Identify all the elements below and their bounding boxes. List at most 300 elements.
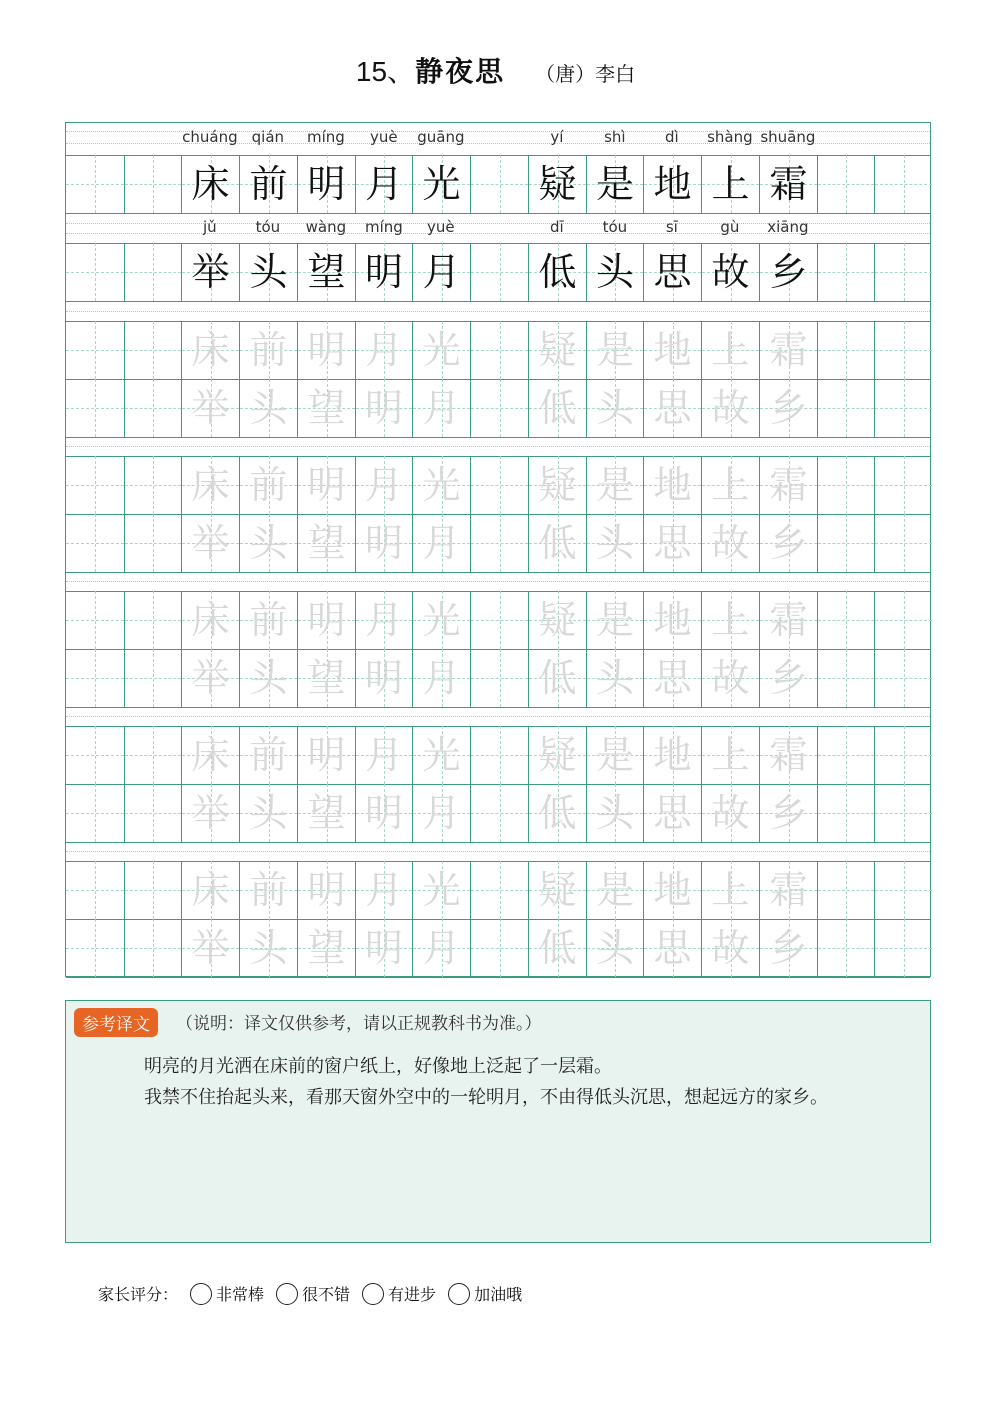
rating-label: 家长评分： — [98, 1285, 179, 1304]
practice0-row1-cell[interactable] — [817, 321, 874, 379]
practice3-row2-cell[interactable] — [181, 784, 239, 842]
practice1-row2-cell[interactable] — [817, 514, 874, 572]
practice1-row2-cell[interactable] — [643, 514, 701, 572]
practice0-row2-cell[interactable] — [528, 379, 586, 437]
practice2-row1-cell[interactable] — [586, 591, 643, 649]
trace-character: 疑 — [538, 868, 577, 912]
practice1-row1-cell[interactable] — [817, 456, 874, 514]
grid-line — [66, 842, 930, 843]
trace-character: 前 — [249, 733, 288, 777]
practice2-row1-cell[interactable] — [470, 591, 528, 649]
trace-character: 故 — [711, 926, 750, 970]
trace-character: 明 — [307, 598, 346, 642]
practice3-row1-cell[interactable] — [586, 726, 643, 784]
pinyin-label: jǔ — [203, 218, 217, 236]
practice2-row1-cell[interactable] — [412, 591, 470, 649]
line1-cell[interactable] — [297, 155, 355, 213]
practice2-row1-cell[interactable] — [181, 591, 239, 649]
practice3-row2-cell[interactable] — [297, 784, 355, 842]
trace-character: 光 — [422, 733, 461, 777]
grid-line — [66, 301, 930, 302]
practice0-row1-cell[interactable] — [759, 321, 817, 379]
practice2-row1-cell[interactable] — [66, 591, 124, 649]
practice1-row2-cell[interactable] — [874, 514, 932, 572]
trace-character: 前 — [249, 463, 288, 507]
poem-character: 前 — [249, 162, 288, 206]
practice4-row2-cell[interactable] — [297, 919, 355, 977]
poem-character: 明 — [364, 250, 403, 294]
practice4-row1-cell[interactable] — [239, 861, 297, 919]
practice4-row1-cell[interactable] — [181, 861, 239, 919]
practice3-row2-cell[interactable] — [701, 784, 759, 842]
line2-cell[interactable] — [412, 243, 470, 301]
practice3-row1-cell[interactable] — [759, 726, 817, 784]
trace-character: 故 — [711, 656, 750, 700]
trace-character: 霜 — [769, 733, 808, 777]
practice4-row2-cell[interactable] — [759, 919, 817, 977]
practice3-row2-cell[interactable] — [643, 784, 701, 842]
trace-character: 月 — [364, 598, 403, 642]
line1-cell[interactable] — [124, 155, 181, 213]
practice1-row2-cell[interactable] — [355, 514, 412, 572]
trace-character: 低 — [538, 656, 577, 700]
line2-cell[interactable] — [874, 243, 932, 301]
practice0-row2-cell[interactable] — [66, 379, 124, 437]
rating-radio-3[interactable] — [448, 1283, 470, 1305]
poem-character: 故 — [711, 250, 750, 294]
practice1-row2-cell[interactable] — [124, 514, 181, 572]
trace-character: 地 — [653, 733, 692, 777]
line2-cell[interactable] — [643, 243, 701, 301]
trace-character: 明 — [364, 386, 403, 430]
pinyin-label: míng — [364, 218, 403, 236]
trace-character: 举 — [191, 521, 230, 565]
practice2-row2-cell[interactable] — [124, 649, 181, 707]
poem-character: 上 — [711, 162, 750, 206]
practice2-row1-cell[interactable] — [297, 591, 355, 649]
line1-cell[interactable] — [528, 155, 586, 213]
trace-character: 床 — [191, 733, 230, 777]
pinyin-label: yuè — [370, 128, 398, 146]
trace-character: 光 — [422, 328, 461, 372]
trace-character: 思 — [653, 791, 692, 835]
pinyin-label: yí — [550, 128, 564, 146]
trace-character: 霜 — [769, 328, 808, 372]
practice0-row1-cell[interactable] — [643, 321, 701, 379]
practice3-row2-cell[interactable] — [124, 784, 181, 842]
practice2-row2-cell[interactable] — [817, 649, 874, 707]
practice1-row1-cell[interactable] — [181, 456, 239, 514]
practice1-row2-cell[interactable] — [297, 514, 355, 572]
pinyin-label: yuè — [427, 218, 455, 236]
trace-character: 举 — [191, 386, 230, 430]
grid-line — [66, 581, 930, 582]
practice3-row1-cell[interactable] — [701, 726, 759, 784]
line2-cell[interactable] — [470, 243, 528, 301]
practice0-row2-cell[interactable] — [412, 379, 470, 437]
practice3-row2-cell[interactable] — [759, 784, 817, 842]
practice2-row1-cell[interactable] — [124, 591, 181, 649]
practice1-row2-cell[interactable] — [586, 514, 643, 572]
practice2-row1-cell[interactable] — [239, 591, 297, 649]
practice0-row1-cell[interactable] — [586, 321, 643, 379]
rating-option-2: 有进步 — [388, 1285, 437, 1304]
line2-cell[interactable] — [817, 243, 874, 301]
trace-character: 明 — [307, 868, 346, 912]
practice0-row1-cell[interactable] — [181, 321, 239, 379]
practice3-row1-cell[interactable] — [817, 726, 874, 784]
trace-character: 床 — [191, 463, 230, 507]
rating-radio-1[interactable] — [276, 1283, 298, 1305]
practice3-row2-cell[interactable] — [817, 784, 874, 842]
trace-character: 明 — [364, 656, 403, 700]
trace-character: 光 — [422, 463, 461, 507]
grid-line — [66, 437, 930, 438]
line1-cell[interactable] — [470, 155, 528, 213]
practice2-row2-cell[interactable] — [874, 649, 932, 707]
trace-character: 疑 — [538, 463, 577, 507]
practice0-row1-cell[interactable] — [239, 321, 297, 379]
trace-character: 头 — [249, 656, 288, 700]
trace-character: 疑 — [538, 328, 577, 372]
practice1-row2-cell[interactable] — [759, 514, 817, 572]
practice3-row2-cell[interactable] — [528, 784, 586, 842]
practice0-row2-cell[interactable] — [297, 379, 355, 437]
trace-character: 地 — [653, 868, 692, 912]
line1-cell[interactable] — [874, 155, 932, 213]
line1-cell[interactable] — [239, 155, 297, 213]
practice4-row2-cell[interactable] — [124, 919, 181, 977]
line2-cell[interactable] — [586, 243, 643, 301]
practice2-row2-cell[interactable] — [759, 649, 817, 707]
practice2-row2-cell[interactable] — [470, 649, 528, 707]
practice0-row2-cell[interactable] — [701, 379, 759, 437]
grid-line — [66, 716, 930, 717]
practice0-row2-cell[interactable] — [586, 379, 643, 437]
trace-character: 乡 — [769, 791, 808, 835]
practice4-row1-cell[interactable] — [643, 861, 701, 919]
trace-character: 霜 — [769, 868, 808, 912]
page-title — [0, 50, 991, 90]
practice4-row1-cell[interactable] — [297, 861, 355, 919]
rating-radio-2[interactable] — [362, 1283, 384, 1305]
practice4-row1-cell[interactable] — [66, 861, 124, 919]
poem-character: 月 — [422, 250, 461, 294]
practice4-row2-cell[interactable] — [643, 919, 701, 977]
line1-cell[interactable] — [759, 155, 817, 213]
practice0-row2-cell[interactable] — [355, 379, 412, 437]
practice3-row2-cell[interactable] — [355, 784, 412, 842]
practice0-row1-cell[interactable] — [528, 321, 586, 379]
grid-line — [66, 851, 930, 852]
practice3-row2-cell[interactable] — [66, 784, 124, 842]
trace-character: 是 — [595, 598, 634, 642]
practice0-row2-cell[interactable] — [470, 379, 528, 437]
line1-cell[interactable] — [586, 155, 643, 213]
trace-character: 是 — [595, 868, 634, 912]
practice3-row1-cell[interactable] — [239, 726, 297, 784]
practice4-row2-cell[interactable] — [66, 919, 124, 977]
trace-character: 明 — [307, 733, 346, 777]
trace-character: 乡 — [769, 521, 808, 565]
practice2-row2-cell[interactable] — [239, 649, 297, 707]
practice0-row2-cell[interactable] — [124, 379, 181, 437]
practice3-row1-cell[interactable] — [874, 726, 932, 784]
practice4-row2-cell[interactable] — [586, 919, 643, 977]
trace-character: 月 — [364, 463, 403, 507]
poem-character: 望 — [307, 250, 346, 294]
practice1-row2-cell[interactable] — [528, 514, 586, 572]
trace-character: 望 — [307, 926, 346, 970]
trace-character: 上 — [711, 328, 750, 372]
trace-character: 乡 — [769, 386, 808, 430]
practice4-row1-cell[interactable] — [759, 861, 817, 919]
practice2-row2-cell[interactable] — [701, 649, 759, 707]
trace-character: 前 — [249, 868, 288, 912]
practice0-row2-cell[interactable] — [181, 379, 239, 437]
poem-character: 床 — [191, 162, 230, 206]
practice0-row2-cell[interactable] — [759, 379, 817, 437]
trace-character: 思 — [653, 386, 692, 430]
practice0-row2-cell[interactable] — [643, 379, 701, 437]
grid-line — [66, 977, 930, 978]
practice2-row1-cell[interactable] — [355, 591, 412, 649]
practice3-row1-cell[interactable] — [470, 726, 528, 784]
line1-cell[interactable] — [817, 155, 874, 213]
line2-cell[interactable] — [124, 243, 181, 301]
practice3-row2-cell[interactable] — [586, 784, 643, 842]
trace-character: 思 — [653, 521, 692, 565]
practice2-row2-cell[interactable] — [643, 649, 701, 707]
practice4-row2-cell[interactable] — [239, 919, 297, 977]
practice1-row1-cell[interactable] — [470, 456, 528, 514]
practice1-row1-cell[interactable] — [874, 456, 932, 514]
trace-character: 月 — [422, 521, 461, 565]
practice1-row1-cell[interactable] — [355, 456, 412, 514]
trace-character: 明 — [364, 791, 403, 835]
practice3-row2-cell[interactable] — [239, 784, 297, 842]
practice2-row1-cell[interactable] — [701, 591, 759, 649]
trace-character: 霜 — [769, 463, 808, 507]
practice0-row1-cell[interactable] — [124, 321, 181, 379]
grid-line — [66, 311, 930, 312]
line2-cell[interactable] — [66, 243, 124, 301]
practice2-row1-cell[interactable] — [874, 591, 932, 649]
practice0-row1-cell[interactable] — [470, 321, 528, 379]
practice3-row2-cell[interactable] — [470, 784, 528, 842]
practice2-row1-cell[interactable] — [759, 591, 817, 649]
practice1-row2-cell[interactable] — [701, 514, 759, 572]
trace-character: 举 — [191, 656, 230, 700]
pinyin-label: míng — [306, 128, 345, 146]
practice4-row2-cell[interactable] — [528, 919, 586, 977]
pinyin-label: qián — [251, 128, 285, 146]
practice1-row2-cell[interactable] — [470, 514, 528, 572]
practice4-row1-cell[interactable] — [701, 861, 759, 919]
practice1-row1-cell[interactable] — [239, 456, 297, 514]
practice1-row2-cell[interactable] — [181, 514, 239, 572]
practice4-row1-cell[interactable] — [874, 861, 932, 919]
parent-rating — [98, 1282, 522, 1305]
practice4-row1-cell[interactable] — [470, 861, 528, 919]
practice1-row1-cell[interactable] — [66, 456, 124, 514]
practice0-row1-cell[interactable] — [66, 321, 124, 379]
line1-cell[interactable] — [412, 155, 470, 213]
practice3-row1-cell[interactable] — [412, 726, 470, 784]
practice2-row1-cell[interactable] — [643, 591, 701, 649]
line2-cell[interactable] — [355, 243, 412, 301]
practice3-row1-cell[interactable] — [355, 726, 412, 784]
practice2-row1-cell[interactable] — [817, 591, 874, 649]
trace-character: 明 — [364, 926, 403, 970]
practice0-row1-cell[interactable] — [297, 321, 355, 379]
practice2-row2-cell[interactable] — [66, 649, 124, 707]
practice1-row1-cell[interactable] — [124, 456, 181, 514]
practice3-row1-cell[interactable] — [181, 726, 239, 784]
pinyin-label: guāng — [417, 128, 465, 146]
grid-line — [66, 572, 930, 573]
pinyin-label: shì — [604, 128, 626, 146]
practice3-row1-cell[interactable] — [124, 726, 181, 784]
practice1-row1-cell[interactable] — [701, 456, 759, 514]
trace-character: 乡 — [769, 926, 808, 970]
rating-radio-0[interactable] — [190, 1283, 212, 1305]
grid-line — [66, 446, 930, 447]
practice3-row2-cell[interactable] — [412, 784, 470, 842]
poem-character: 地 — [653, 162, 692, 206]
practice1-row2-cell[interactable] — [239, 514, 297, 572]
practice4-row2-cell[interactable] — [701, 919, 759, 977]
practice3-row1-cell[interactable] — [297, 726, 355, 784]
rating-option-0: 非常棒 — [216, 1285, 265, 1304]
practice4-row1-cell[interactable] — [355, 861, 412, 919]
translation-note: （说明：译文仅供参考，请以正规教科书为准。） — [176, 1014, 542, 1034]
trace-character: 上 — [711, 868, 750, 912]
line1-cell[interactable] — [701, 155, 759, 213]
practice4-row1-cell[interactable] — [124, 861, 181, 919]
trace-character: 是 — [595, 328, 634, 372]
practice0-row1-cell[interactable] — [412, 321, 470, 379]
practice0-row2-cell[interactable] — [239, 379, 297, 437]
trace-character: 霜 — [769, 598, 808, 642]
trace-character: 望 — [307, 791, 346, 835]
trace-character: 思 — [653, 926, 692, 970]
trace-character: 头 — [595, 926, 634, 970]
practice4-row2-cell[interactable] — [874, 919, 932, 977]
trace-character: 是 — [595, 733, 634, 777]
trace-character: 头 — [595, 656, 634, 700]
trace-character: 光 — [422, 598, 461, 642]
trace-character: 头 — [595, 791, 634, 835]
practice0-row1-cell[interactable] — [701, 321, 759, 379]
line2-cell[interactable] — [239, 243, 297, 301]
practice4-row2-cell[interactable] — [412, 919, 470, 977]
practice4-row2-cell[interactable] — [470, 919, 528, 977]
practice1-row1-cell[interactable] — [586, 456, 643, 514]
practice1-row2-cell[interactable] — [412, 514, 470, 572]
practice1-row1-cell[interactable] — [297, 456, 355, 514]
practice0-row1-cell[interactable] — [874, 321, 932, 379]
practice2-row2-cell[interactable] — [181, 649, 239, 707]
practice4-row1-cell[interactable] — [528, 861, 586, 919]
poem-title: 静夜思 — [415, 55, 506, 88]
poem-character: 举 — [191, 250, 230, 294]
trace-character: 低 — [538, 521, 577, 565]
practice2-row2-cell[interactable] — [528, 649, 586, 707]
grid-line — [66, 213, 930, 214]
trace-character: 举 — [191, 926, 230, 970]
line1-cell[interactable] — [66, 155, 124, 213]
line2-cell[interactable] — [701, 243, 759, 301]
trace-character: 望 — [307, 386, 346, 430]
trace-character: 床 — [191, 328, 230, 372]
practice2-row1-cell[interactable] — [528, 591, 586, 649]
line2-cell[interactable] — [181, 243, 239, 301]
practice0-row1-cell[interactable] — [355, 321, 412, 379]
practice4-row2-cell[interactable] — [355, 919, 412, 977]
practice1-row1-cell[interactable] — [412, 456, 470, 514]
trace-character: 月 — [364, 328, 403, 372]
pinyin-label: tóu — [255, 218, 281, 236]
practice3-row1-cell[interactable] — [66, 726, 124, 784]
practice4-row2-cell[interactable] — [181, 919, 239, 977]
practice0-row2-cell[interactable] — [817, 379, 874, 437]
practice4-row1-cell[interactable] — [412, 861, 470, 919]
practice0-row2-cell[interactable] — [874, 379, 932, 437]
pinyin-label: shuāng — [760, 128, 816, 146]
line2-cell[interactable] — [297, 243, 355, 301]
practice4-row1-cell[interactable] — [586, 861, 643, 919]
translation-box — [65, 1000, 931, 1243]
practice1-row1-cell[interactable] — [528, 456, 586, 514]
trace-character: 地 — [653, 328, 692, 372]
pinyin-label: dī — [550, 218, 564, 236]
trace-character: 月 — [422, 386, 461, 430]
trace-character: 疑 — [538, 598, 577, 642]
trace-character: 头 — [249, 521, 288, 565]
practice2-row2-cell[interactable] — [297, 649, 355, 707]
practice1-row1-cell[interactable] — [759, 456, 817, 514]
practice3-row1-cell[interactable] — [528, 726, 586, 784]
trace-character: 月 — [364, 868, 403, 912]
line1-cell[interactable] — [181, 155, 239, 213]
trace-character: 头 — [249, 386, 288, 430]
trace-character: 是 — [595, 463, 634, 507]
practice1-row1-cell[interactable] — [643, 456, 701, 514]
line1-cell[interactable] — [643, 155, 701, 213]
line1-cell[interactable] — [355, 155, 412, 213]
trace-character: 思 — [653, 656, 692, 700]
line2-cell[interactable] — [528, 243, 586, 301]
practice4-row2-cell[interactable] — [817, 919, 874, 977]
practice3-row2-cell[interactable] — [874, 784, 932, 842]
practice1-row2-cell[interactable] — [66, 514, 124, 572]
trace-character: 疑 — [538, 733, 577, 777]
trace-character: 低 — [538, 386, 577, 430]
practice2-row2-cell[interactable] — [412, 649, 470, 707]
practice3-row1-cell[interactable] — [643, 726, 701, 784]
poem-character: 头 — [249, 250, 288, 294]
pinyin-label: sī — [665, 218, 678, 236]
practice2-row2-cell[interactable] — [586, 649, 643, 707]
translation-paragraph-2: 我禁不住抬起头来，看那天窗外空中的一轮明月，不由得低头沉思，想起远方的家乡。 — [144, 1087, 828, 1108]
line2-cell[interactable] — [759, 243, 817, 301]
pinyin-label: tóu — [602, 218, 628, 236]
trace-character: 乡 — [769, 656, 808, 700]
trace-character: 光 — [422, 868, 461, 912]
practice2-row2-cell[interactable] — [355, 649, 412, 707]
practice4-row1-cell[interactable] — [817, 861, 874, 919]
